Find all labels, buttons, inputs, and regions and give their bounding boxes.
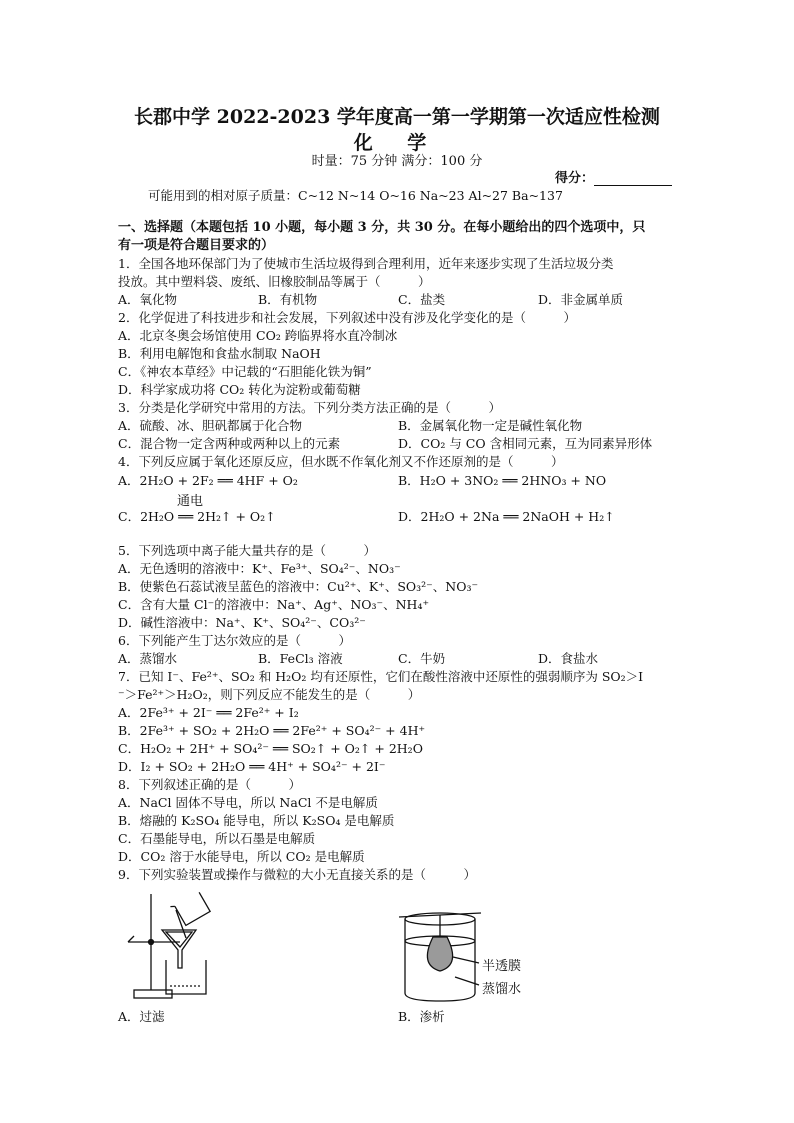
filtration-apparatus-diagram bbox=[120, 890, 230, 1005]
q3-option-d: D．CO₂ 与 CO 含相同元素，互为同素异形体 bbox=[398, 436, 653, 451]
q6-option-c: C．牛奶 bbox=[398, 651, 446, 666]
subject-title: 化 学 bbox=[353, 132, 441, 154]
exam-meta: 时量：75 分钟 满分：100 分 bbox=[311, 154, 483, 169]
q8-stem: 8．下列叙述正确的是（ ） bbox=[118, 777, 301, 792]
q7-option-d: D．I₂ + SO₂ + 2H₂O ══ 4H⁺ + SO₄²⁻ + 2I⁻ bbox=[118, 759, 386, 774]
q4-option-b: B．H₂O + 3NO₂ ══ 2HNO₃ + NO bbox=[398, 473, 607, 488]
q4-option-d: D．2H₂O + 2Na ══ 2NaOH + H₂↑ bbox=[398, 509, 615, 524]
q2-option-d: D．科学家成功将 CO₂ 转化为淀粉或葡萄糖 bbox=[118, 382, 361, 397]
q5-option-b: B．使紫色石蕊试液呈蓝色的溶液中：Cu²⁺、K⁺、SO₃²⁻、NO₃⁻ bbox=[118, 579, 479, 594]
score-blank bbox=[594, 173, 672, 186]
q8-option-d: D．CO₂ 溶于水能导电，所以 CO₂ 是电解质 bbox=[118, 849, 365, 864]
q7-stem-cont: ⁻＞Fe²⁺＞H₂O₂，则下列反应不能发生的是（ ） bbox=[118, 687, 421, 702]
q1-stem: 1．全国各地环保部门为了使城市生活垃圾得到合理利用，近年来逐步实现了生活垃圾分类 bbox=[118, 256, 614, 271]
q1-option-b: B．有机物 bbox=[258, 292, 318, 307]
q5-option-a: A．无色透明的溶液中：K⁺、Fe³⁺、SO₄²⁻、NO₃⁻ bbox=[118, 561, 401, 576]
q6-option-a: A．蒸馏水 bbox=[118, 651, 178, 666]
q7-option-a: A．2Fe³⁺ + 2I⁻ ══ 2Fe²⁺ + I₂ bbox=[118, 705, 299, 720]
q6-option-b: B．FeCl₃ 溶液 bbox=[258, 651, 343, 666]
q5-stem: 5．下列选项中离子能大量共存的是（ ） bbox=[118, 543, 376, 558]
q6-stem: 6．下列能产生丁达尔效应的是（ ） bbox=[118, 633, 351, 648]
q9-option-b: B．渗析 bbox=[398, 1009, 445, 1024]
q5-option-d: D．碱性溶液中：Na⁺、K⁺、SO₄²⁻、CO₃²⁻ bbox=[118, 615, 366, 630]
q4-option-c: C．2H₂O ══ 2H₂↑ + O₂↑ bbox=[118, 509, 276, 524]
q3-stem: 3．分类是化学研究中常用的方法。下列分类方法正确的是（ ） bbox=[118, 400, 501, 415]
q4-c-condition: 通电 bbox=[177, 494, 204, 509]
q7-option-b: B．2Fe³⁺ + SO₂ + 2H₂O ══ 2Fe²⁺ + SO₄²⁻ + 4H⁺ bbox=[118, 723, 426, 738]
q2-option-a: A．北京冬奥会场馆使用 CO₂ 跨临界将水直冷制冰 bbox=[118, 328, 398, 343]
atomic-masses: 可能用到的相对原子质量：C~12 N~14 O~16 Na~23 Al~27 Ba~137 bbox=[148, 188, 563, 203]
q1-option-d: D．非金属单质 bbox=[538, 292, 624, 307]
q3-option-a: A．硫酸、冰、胆矾都属于化合物 bbox=[118, 418, 303, 433]
q7-option-c: C．H₂O₂ + 2H⁺ + SO₄²⁻ ══ SO₂↑ + O₂↑ + 2H₂O bbox=[118, 741, 423, 756]
membrane-label: 半透膜 bbox=[482, 959, 522, 974]
distilled-water-label: 蒸馏水 bbox=[482, 982, 522, 997]
q4-option-a: A．2H₂O + 2F₂ ══ 4HF + O₂ bbox=[118, 473, 298, 488]
score-label: 得分： bbox=[555, 171, 595, 186]
q8-option-b: B．熔融的 K₂SO₄ 能导电，所以 K₂SO₄ 是电解质 bbox=[118, 813, 395, 828]
q3-option-b: B．金属氧化物一定是碱性氧化物 bbox=[398, 418, 583, 433]
section-heading-cont: 有一项是符合题目要求的） bbox=[118, 238, 275, 253]
q7-stem: 7．已知 I⁻、Fe²⁺、SO₂ 和 H₂O₂ 均有还原性，它们在酸性溶液中还原性的强弱顺序为 SO₂＞I bbox=[118, 669, 644, 684]
q2-stem: 2．化学促进了科技进步和社会发展，下列叙述中没有涉及化学变化的是（ ） bbox=[118, 310, 576, 325]
dialysis-apparatus-diagram bbox=[395, 905, 485, 1005]
exam-title: 长郡中学 2022-2023 学年度高一第一学期第一次适应性检测 bbox=[134, 106, 660, 128]
q1-option-a: A．氧化物 bbox=[118, 292, 178, 307]
q2-option-b: B．利用电解饱和食盐水制取 NaOH bbox=[118, 346, 321, 361]
q1-option-c: C．盐类 bbox=[398, 292, 446, 307]
q3-option-c: C．混合物一定含两种或两种以上的元素 bbox=[118, 436, 341, 451]
q4-stem: 4．下列反应属于氧化还原反应，但水既不作氧化剂又不作还原剂的是（ ） bbox=[118, 454, 564, 469]
q8-option-c: C．石墨能导电，所以石墨是电解质 bbox=[118, 831, 316, 846]
score-field bbox=[555, 167, 672, 186]
q9-option-a: A．过滤 bbox=[118, 1009, 165, 1024]
q6-option-d: D．食盐水 bbox=[538, 651, 599, 666]
q5-option-c: C．含有大量 Cl⁻的溶液中：Na⁺、Ag⁺、NO₃⁻、NH₄⁺ bbox=[118, 597, 430, 612]
q2-option-c: C．《神农本草经》中记载的“石胆能化铁为铜” bbox=[118, 364, 372, 379]
q1-stem-cont: 投放。其中塑料袋、废纸、旧橡胶制品等属于（ ） bbox=[118, 274, 431, 289]
q8-option-a: A．NaCl 固体不导电，所以 NaCl 不是电解质 bbox=[118, 795, 378, 810]
section-heading: 一、选择题（本题包括 10 小题，每小题 3 分，共 30 分。在每小题给出的四个选项中，只 bbox=[118, 220, 646, 235]
q9-stem: 9．下列实验装置或操作与微粒的大小无直接关系的是（ ） bbox=[118, 867, 476, 882]
